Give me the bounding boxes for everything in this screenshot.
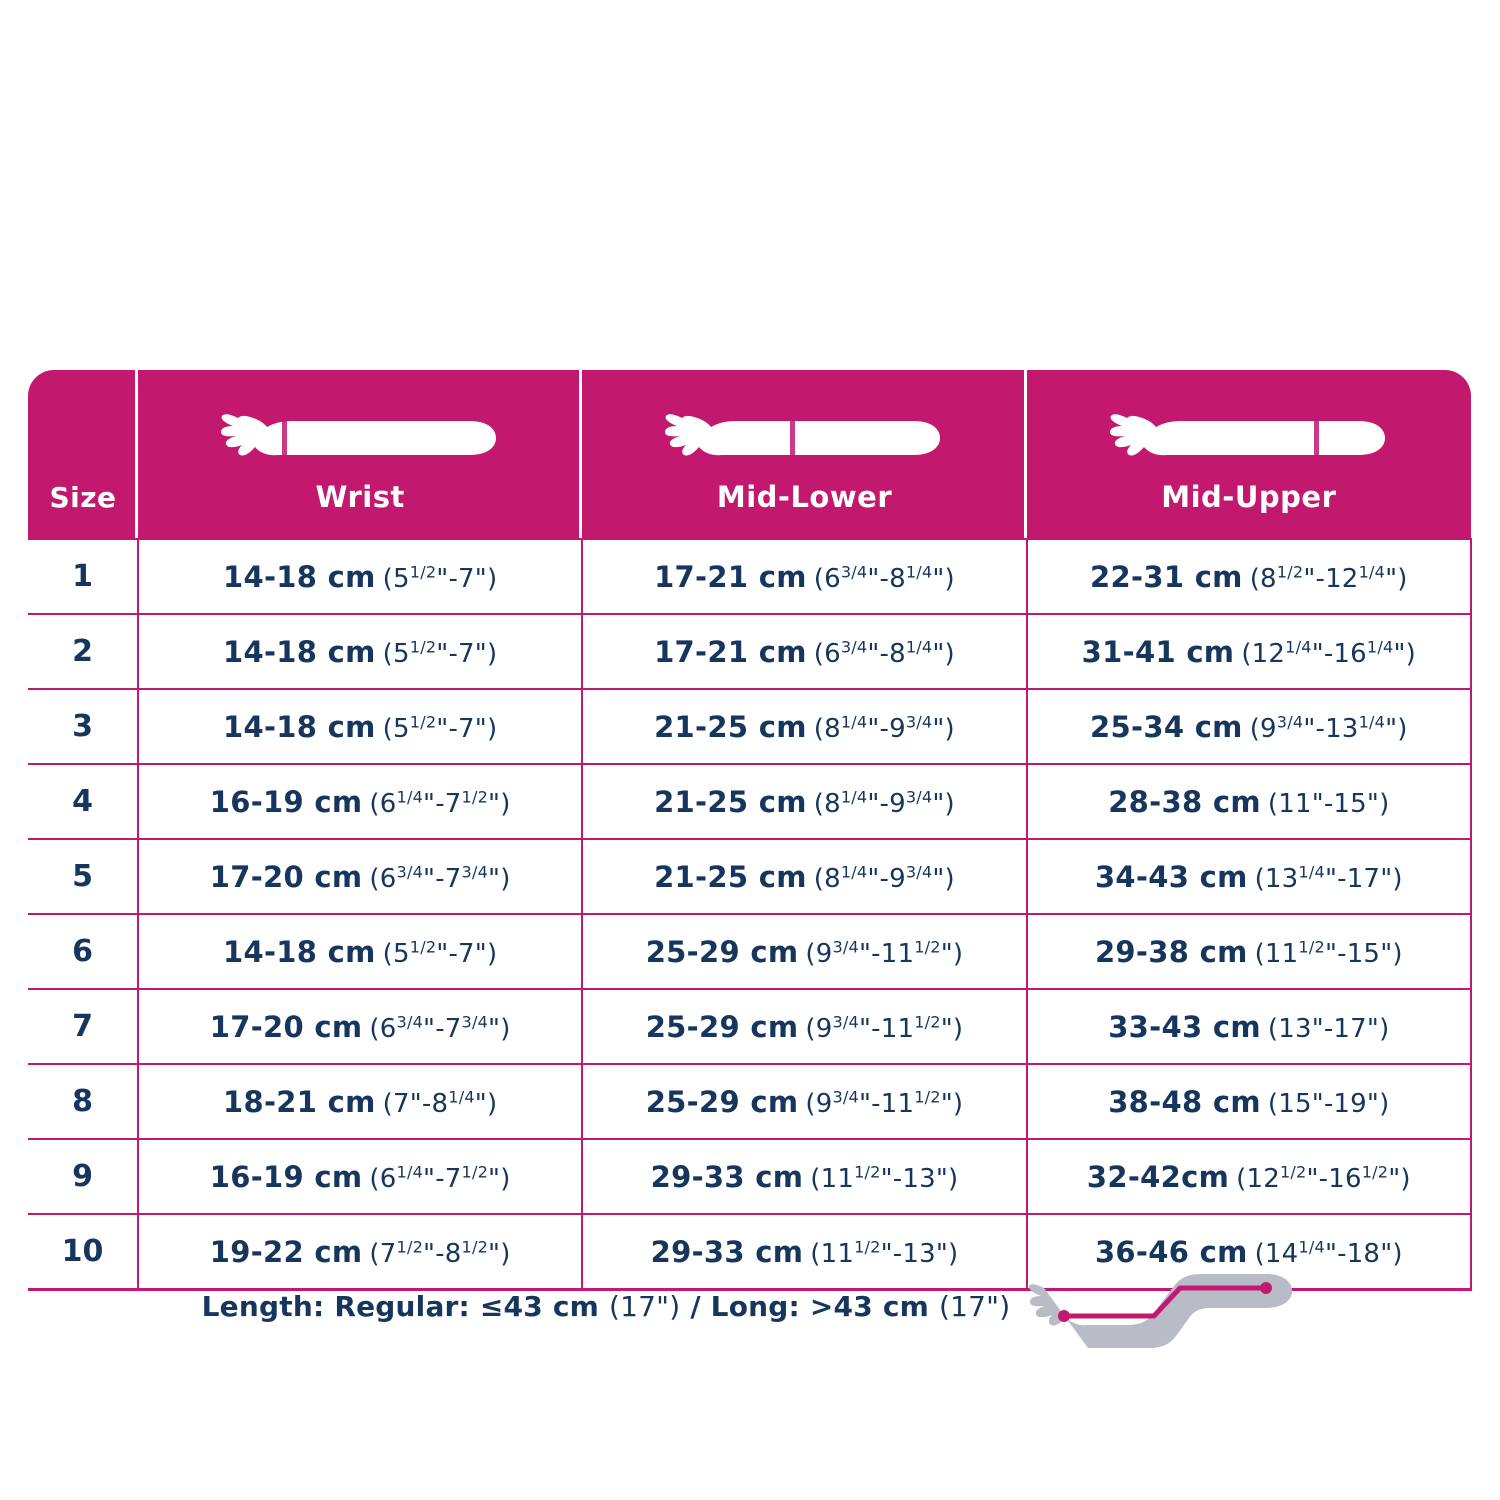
arm-wrist-icon — [220, 392, 500, 481]
fraction: 3/4 — [832, 1011, 859, 1031]
fraction: 1/2 — [409, 636, 437, 656]
inch-part: (6 — [813, 638, 841, 669]
cell-wrist — [138, 764, 582, 839]
table-row — [28, 839, 1471, 914]
inch-part: ") — [1366, 788, 1390, 819]
inch-part: ") — [1366, 1013, 1390, 1044]
value-cm: 16-19 cm — [209, 784, 363, 819]
fraction: 3/4 — [1276, 711, 1304, 731]
inch-part: ") — [932, 713, 955, 744]
value-inch — [810, 1161, 959, 1194]
fraction: 3/4 — [840, 636, 868, 656]
value-cm: 21-25 cm — [654, 784, 807, 819]
value-inch — [382, 561, 498, 594]
cell-size: 2 — [28, 614, 138, 689]
cell-size: 5 — [28, 839, 138, 914]
value-inch — [813, 861, 955, 894]
value-inch — [1268, 789, 1390, 819]
fraction: 1/2 — [409, 561, 437, 581]
bent-arm-length-icon — [1028, 1258, 1298, 1354]
inch-part: (11 — [1254, 938, 1299, 969]
fraction: 1/4 — [1358, 711, 1386, 731]
fraction: 1/2 — [914, 936, 941, 956]
fraction: 3/4 — [905, 861, 933, 881]
inch-part: ") — [940, 1088, 964, 1119]
table-row — [28, 914, 1471, 989]
value-inch — [369, 1161, 511, 1194]
inch-part: ") — [940, 938, 964, 969]
cell-mid-lower — [582, 914, 1026, 989]
fraction: 1/4 — [396, 786, 424, 806]
inch-part: ") — [474, 563, 498, 594]
inch-part: "-19 — [1311, 1088, 1367, 1119]
inch-part: "-7 — [423, 1013, 462, 1044]
value-inch — [1249, 711, 1408, 744]
fraction: 1/2 — [409, 711, 437, 731]
value-inch — [369, 1011, 511, 1044]
inch-part: ") — [940, 1013, 964, 1044]
fraction: 3/4 — [461, 861, 489, 881]
inch-part: (7 — [382, 1088, 410, 1119]
inch-part: "-11 — [858, 938, 915, 969]
value-cm: 14-18 cm — [223, 934, 376, 969]
fraction: 1/4 — [840, 861, 868, 881]
arm-mid-upper-icon — [1109, 392, 1389, 481]
inch-part: "-18 — [1324, 1238, 1381, 1269]
fraction: 1/2 — [854, 1236, 881, 1256]
inch-part: (5 — [382, 938, 410, 969]
value-cm: 14-18 cm — [223, 709, 376, 744]
value-cm: 14-18 cm — [223, 634, 376, 669]
cell-mid-upper — [1027, 764, 1471, 839]
inch-part: ") — [488, 788, 511, 819]
inch-part: "-7 — [423, 863, 462, 894]
cell-mid-upper — [1027, 989, 1471, 1064]
inch-part: (9 — [805, 938, 833, 969]
value-cm: 17-21 cm — [654, 634, 807, 669]
table-header — [28, 370, 1471, 539]
column-header-wrist — [138, 370, 582, 539]
inch-part: "-8 — [867, 638, 906, 669]
fraction: 1/2 — [914, 1011, 941, 1031]
fraction: 1/4 — [905, 561, 933, 581]
table-row — [28, 989, 1471, 1064]
inch-part: (8 — [813, 863, 841, 894]
inch-part: ") — [474, 1088, 498, 1119]
inch-part: (8 — [813, 713, 841, 744]
value-inch — [1236, 1161, 1411, 1194]
inch-part: ") — [1393, 638, 1416, 669]
inch-part: (13 — [1254, 863, 1299, 894]
inch-part: (9 — [1249, 713, 1277, 744]
value-cm: 29-33 cm — [650, 1159, 804, 1194]
value-inch — [1268, 1014, 1390, 1044]
inch-part: (6 — [369, 1013, 397, 1044]
value-cm: 16-19 cm — [209, 1159, 363, 1194]
length-note-bold1: Length: Regular: ≤43 cm — [201, 1289, 600, 1323]
table-row — [28, 614, 1471, 689]
value-cm: 28-38 cm — [1108, 784, 1261, 819]
inch-part: ") — [932, 788, 955, 819]
cell-mid-lower — [582, 689, 1026, 764]
fraction: 3/4 — [840, 561, 868, 581]
value-inch — [813, 711, 955, 744]
inch-part: "-13 — [1303, 713, 1359, 744]
inch-part: (6 — [369, 1163, 397, 1194]
inch-part: "-17 — [1311, 1013, 1367, 1044]
value-cm: 32-42cm — [1086, 1159, 1230, 1194]
inch-part: ") — [488, 1163, 511, 1194]
length-note — [28, 1258, 1472, 1354]
inch-part: "-11 — [858, 1013, 915, 1044]
inch-part: (11 — [810, 1163, 855, 1194]
value-inch — [1254, 936, 1403, 969]
value-cm: 31-41 cm — [1081, 634, 1235, 669]
inch-part: (5 — [382, 638, 410, 669]
inch-part: ") — [932, 863, 955, 894]
cell-mid-upper — [1027, 1139, 1471, 1214]
fraction: 3/4 — [396, 861, 424, 881]
inch-part: "-9 — [867, 863, 906, 894]
inch-part: "-16 — [1306, 1163, 1362, 1194]
column-header-mid-upper-label: Mid-Upper — [1161, 480, 1337, 514]
value-cm: 25-29 cm — [645, 934, 799, 969]
inch-part: "-7 — [436, 638, 475, 669]
fraction: 1/2 — [1298, 936, 1325, 956]
column-header-size-label: Size — [49, 481, 117, 514]
table-row — [28, 764, 1471, 839]
column-header-mid-lower-label: Mid-Lower — [716, 480, 893, 514]
cell-wrist — [138, 1064, 582, 1139]
fraction: 1/2 — [396, 1236, 424, 1256]
value-inch — [813, 786, 955, 819]
cell-mid-upper — [1027, 539, 1471, 614]
inch-part: ") — [935, 1238, 959, 1269]
fraction: 1/2 — [854, 1161, 881, 1181]
column-header-mid-lower — [582, 370, 1026, 539]
inch-part: (5 — [382, 713, 410, 744]
cell-size: 7 — [28, 989, 138, 1064]
cell-size: 3 — [28, 689, 138, 764]
value-inch — [369, 861, 511, 894]
cell-wrist — [138, 914, 582, 989]
inch-part: (6 — [369, 788, 397, 819]
inch-part: (6 — [369, 863, 397, 894]
value-inch — [382, 936, 498, 969]
inch-part: ") — [932, 563, 955, 594]
value-cm: 17-20 cm — [209, 859, 363, 894]
cell-mid-lower — [582, 1064, 1026, 1139]
table-row — [28, 1064, 1471, 1139]
value-cm: 29-38 cm — [1094, 934, 1248, 969]
inch-part: "-13 — [880, 1163, 936, 1194]
inch-part: ") — [1385, 563, 1408, 594]
value-cm: 19-22 cm — [209, 1234, 363, 1269]
inch-part: ") — [488, 863, 511, 894]
value-inch — [813, 561, 955, 594]
fraction: 1/2 — [914, 1086, 941, 1106]
value-cm: 38-48 cm — [1108, 1084, 1261, 1119]
length-note-text — [202, 1290, 1011, 1323]
inch-part: (11 — [1267, 788, 1312, 819]
fraction: 1/2 — [461, 786, 489, 806]
cell-mid-lower — [582, 764, 1026, 839]
inch-part: ") — [932, 638, 955, 669]
value-inch — [369, 786, 511, 819]
inch-part: (12 — [1241, 638, 1286, 669]
inch-part: (7 — [369, 1238, 397, 1269]
inch-part: ") — [1385, 713, 1408, 744]
inch-part: ") — [1366, 1088, 1390, 1119]
fraction: 1/4 — [840, 786, 868, 806]
length-note-paren2: (17") — [939, 1289, 1011, 1323]
value-inch — [382, 711, 498, 744]
cell-wrist — [138, 539, 582, 614]
inch-part: ") — [474, 713, 498, 744]
inch-part: "-15 — [1324, 938, 1381, 969]
fraction: 1/4 — [1358, 561, 1386, 581]
value-inch — [813, 636, 955, 669]
inch-part: "-7 — [423, 788, 462, 819]
value-inch — [1241, 636, 1416, 669]
inch-part: "-8 — [867, 563, 906, 594]
cell-mid-lower — [582, 539, 1026, 614]
cell-mid-lower — [582, 1139, 1026, 1214]
fraction: 1/2 — [409, 936, 437, 956]
inch-part: "-7 — [436, 938, 475, 969]
value-inch — [805, 1011, 964, 1044]
inch-part: "-13 — [880, 1238, 936, 1269]
fraction: 1/4 — [396, 1161, 424, 1181]
value-cm: 29-33 cm — [650, 1234, 804, 1269]
inch-part: ") — [474, 638, 498, 669]
value-inch — [1254, 861, 1403, 894]
value-cm: 25-29 cm — [645, 1009, 799, 1044]
table-row — [28, 1139, 1471, 1214]
inch-part: "-8 — [409, 1088, 449, 1119]
fraction: 3/4 — [832, 1086, 859, 1106]
fraction: 1/2 — [461, 1161, 489, 1181]
value-cm: 36-46 cm — [1094, 1234, 1248, 1269]
cell-mid-upper — [1027, 839, 1471, 914]
inch-part: "-17 — [1324, 863, 1381, 894]
table-body — [28, 539, 1471, 1290]
column-header-wrist-label: Wrist — [315, 480, 405, 514]
value-cm: 18-21 cm — [223, 1084, 376, 1119]
inch-part: ") — [488, 1013, 511, 1044]
cell-mid-upper — [1027, 689, 1471, 764]
value-cm: 22-31 cm — [1090, 559, 1243, 594]
cell-mid-lower — [582, 839, 1026, 914]
length-note-paren1: (17") — [609, 1289, 681, 1323]
fraction: 1/4 — [840, 711, 868, 731]
inch-part: "-11 — [858, 1088, 915, 1119]
cell-size: 4 — [28, 764, 138, 839]
fraction: 3/4 — [832, 936, 859, 956]
value-inch — [1268, 1089, 1390, 1119]
fraction: 3/4 — [461, 1011, 489, 1031]
table-row — [28, 689, 1471, 764]
inch-part: (9 — [805, 1013, 833, 1044]
inch-part: "-15 — [1311, 788, 1367, 819]
cell-mid-upper — [1027, 1064, 1471, 1139]
arm-mid-lower-icon — [664, 392, 944, 481]
value-cm: 17-20 cm — [209, 1009, 363, 1044]
inch-part: "-16 — [1311, 638, 1367, 669]
fraction: 1/4 — [448, 1086, 475, 1106]
cell-wrist — [138, 839, 582, 914]
fraction: 1/4 — [1285, 636, 1312, 656]
value-inch — [382, 1086, 498, 1119]
cell-size: 1 — [28, 539, 138, 614]
cell-size: 8 — [28, 1064, 138, 1139]
fraction: 1/2 — [1276, 561, 1304, 581]
table-header-row — [28, 370, 1471, 539]
inch-part: "-8 — [423, 1238, 462, 1269]
fraction: 3/4 — [905, 786, 933, 806]
cell-wrist — [138, 689, 582, 764]
inch-part: (12 — [1236, 1163, 1280, 1194]
fraction: 3/4 — [396, 1011, 424, 1031]
value-cm: 34-43 cm — [1094, 859, 1248, 894]
inch-part: "-9 — [867, 788, 906, 819]
inch-part: "-7 — [436, 713, 475, 744]
fraction: 1/4 — [1298, 1236, 1325, 1256]
column-header-mid-upper — [1027, 370, 1471, 539]
fraction: 1/2 — [461, 1236, 489, 1256]
fraction: 1/2 — [1279, 1161, 1307, 1181]
cell-size: 10 — [28, 1214, 138, 1290]
inch-part: "-9 — [867, 713, 906, 744]
value-inch — [382, 636, 498, 669]
inch-part: ") — [1388, 1163, 1411, 1194]
value-cm: 25-29 cm — [645, 1084, 799, 1119]
inch-part: ") — [488, 1238, 511, 1269]
inch-part: "-7 — [436, 563, 475, 594]
inch-part: ") — [935, 1163, 959, 1194]
value-cm: 14-18 cm — [223, 559, 376, 594]
size-table — [28, 370, 1472, 1291]
value-cm: 17-21 cm — [654, 559, 807, 594]
cell-size: 9 — [28, 1139, 138, 1214]
inch-part: ") — [474, 938, 498, 969]
inch-part: (6 — [813, 563, 841, 594]
inch-part: "-7 — [423, 1163, 462, 1194]
value-cm: 25-34 cm — [1090, 709, 1243, 744]
length-note-bold2: / Long: >43 cm — [690, 1289, 930, 1323]
fraction: 3/4 — [905, 711, 933, 731]
inch-part: ") — [1380, 1238, 1403, 1269]
cell-mid-lower — [582, 614, 1026, 689]
inch-part: (15 — [1267, 1088, 1312, 1119]
cell-mid-lower — [582, 989, 1026, 1064]
inch-part: ") — [1380, 863, 1403, 894]
value-inch — [805, 936, 964, 969]
fraction: 1/4 — [1366, 636, 1394, 656]
cell-wrist — [138, 1139, 582, 1214]
column-header-size — [28, 370, 138, 539]
inch-part: (9 — [805, 1088, 833, 1119]
inch-part: "-12 — [1303, 563, 1359, 594]
fraction: 1/4 — [905, 636, 933, 656]
fraction: 1/4 — [1298, 861, 1325, 881]
cell-mid-upper — [1027, 614, 1471, 689]
cell-wrist — [138, 614, 582, 689]
inch-part: (8 — [1249, 563, 1277, 594]
value-inch — [805, 1086, 964, 1119]
inch-part: (13 — [1267, 1013, 1312, 1044]
size-chart — [28, 370, 1472, 1291]
cell-size: 6 — [28, 914, 138, 989]
value-cm: 21-25 cm — [654, 859, 807, 894]
cell-mid-upper — [1027, 914, 1471, 989]
value-inch — [1249, 561, 1408, 594]
inch-part: (14 — [1254, 1238, 1299, 1269]
inch-part: (5 — [382, 563, 410, 594]
cell-wrist — [138, 989, 582, 1064]
fraction: 1/2 — [1361, 1161, 1389, 1181]
inch-part: (8 — [813, 788, 841, 819]
table-row — [28, 539, 1471, 614]
value-cm: 21-25 cm — [654, 709, 807, 744]
value-cm: 33-43 cm — [1108, 1009, 1261, 1044]
inch-part: ") — [1380, 938, 1403, 969]
inch-part: (11 — [810, 1238, 855, 1269]
